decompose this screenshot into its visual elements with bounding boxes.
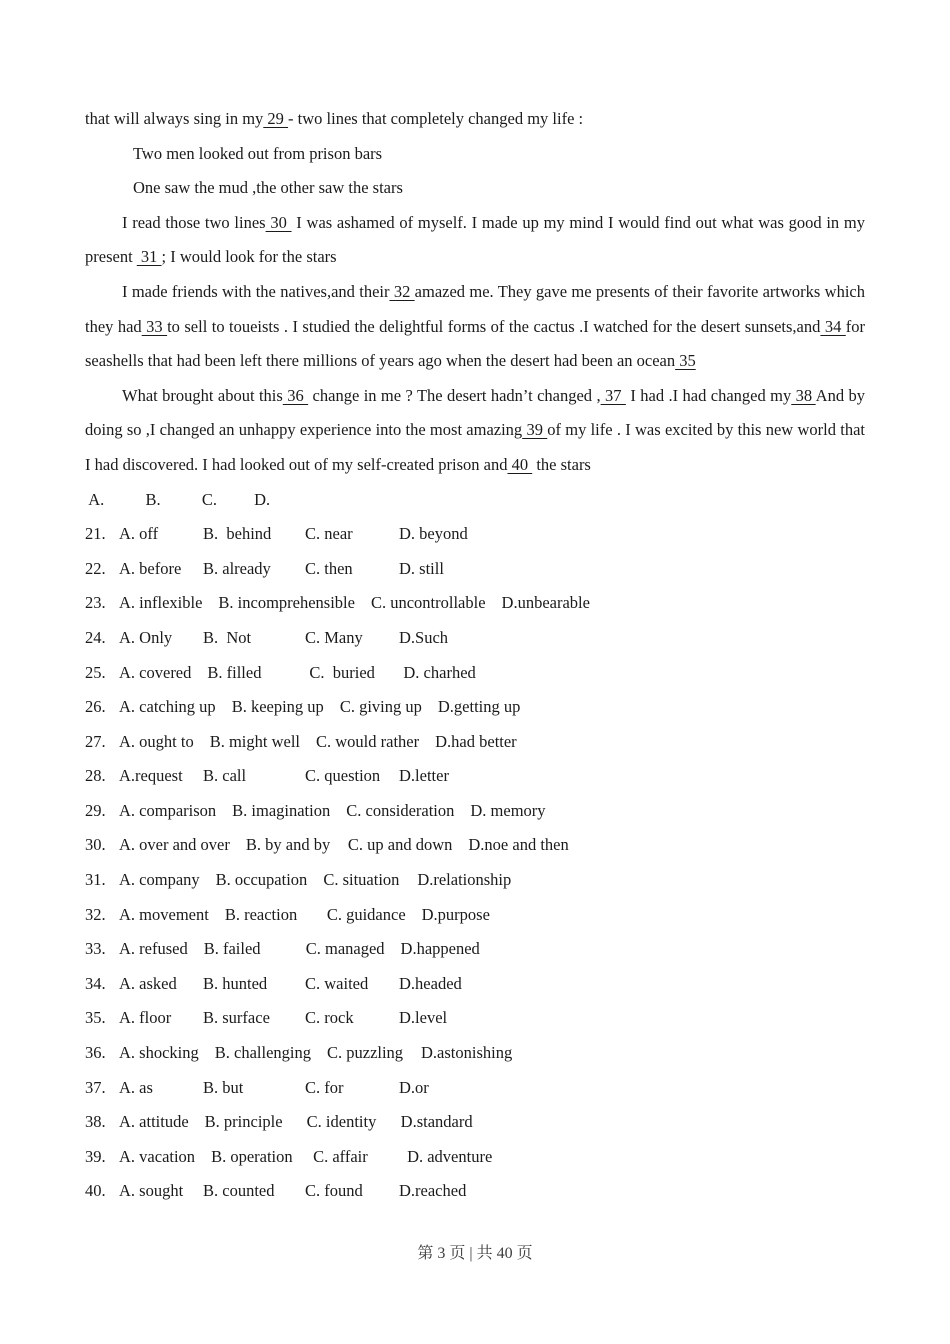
question-row-28 bbox=[85, 759, 865, 794]
option-d: D.purpose bbox=[421, 904, 490, 924]
option-b: B. by and by bbox=[245, 835, 331, 855]
option-a: A. vacation bbox=[119, 1146, 196, 1166]
option-c: C. found bbox=[305, 1181, 363, 1201]
question-number: 33. bbox=[85, 939, 106, 959]
option-b: B. but bbox=[203, 1077, 244, 1097]
passage-paragraph bbox=[85, 171, 865, 206]
question-row-34 bbox=[85, 967, 865, 1002]
page-footer: 第 3 页 | 共 40 页 bbox=[417, 1245, 533, 1262]
question-number: 24. bbox=[85, 627, 106, 647]
option-c: C. waited bbox=[305, 973, 369, 993]
question-number: 25. bbox=[85, 662, 106, 682]
question-row-39 bbox=[85, 1140, 865, 1175]
option-b: B. hunted bbox=[203, 973, 268, 993]
option-c: C. managed bbox=[305, 939, 385, 959]
passage-paragraph bbox=[85, 137, 865, 172]
option-d: D.getting up bbox=[437, 697, 521, 717]
option-a: A.request bbox=[119, 766, 183, 786]
cloze-blank-29: 29 bbox=[263, 109, 289, 128]
option-b: B. call bbox=[203, 766, 247, 786]
option-d: D.happened bbox=[400, 939, 480, 959]
question-row-23 bbox=[85, 586, 865, 621]
option-b: B. reaction bbox=[224, 904, 298, 924]
options-header: A. B. C. D. bbox=[85, 489, 271, 509]
option-c: C. near bbox=[305, 524, 353, 544]
option-c: C. would rather bbox=[316, 731, 420, 751]
question-number: 28. bbox=[85, 766, 106, 786]
option-d: D.astonishing bbox=[420, 1043, 513, 1063]
option-b: B. filled bbox=[207, 662, 262, 682]
option-a: A. refused bbox=[119, 939, 188, 959]
option-c: C. puzzling bbox=[326, 1043, 404, 1063]
passage-text: that will always sing in my bbox=[85, 109, 264, 128]
question-number: 31. bbox=[85, 870, 106, 890]
option-a: A. covered bbox=[119, 662, 192, 682]
option-c: C. buried bbox=[309, 662, 375, 682]
cloze-blank-40: 40 bbox=[507, 454, 533, 474]
passage-text: - two lines that completely changed my life : bbox=[288, 109, 584, 128]
option-a: A. comparison bbox=[119, 800, 217, 820]
option-b: B. counted bbox=[203, 1181, 275, 1201]
cloze-blank-36: 36 bbox=[282, 385, 309, 405]
option-d: D. still bbox=[399, 558, 444, 578]
question-row-31 bbox=[85, 863, 865, 898]
option-a: A. inflexible bbox=[119, 593, 203, 613]
question-number: 27. bbox=[85, 731, 106, 751]
question-number: 22. bbox=[85, 558, 106, 578]
questions-list bbox=[85, 517, 865, 1209]
option-a: A. ought to bbox=[119, 731, 194, 751]
option-c: C. Many bbox=[305, 627, 363, 647]
option-d: D.or bbox=[399, 1077, 429, 1097]
passage bbox=[85, 102, 865, 483]
option-b: B. surface bbox=[203, 1008, 270, 1028]
passage-text: the stars bbox=[532, 454, 591, 474]
option-b: B. operation bbox=[211, 1146, 293, 1166]
question-row-32 bbox=[85, 898, 865, 933]
option-a: A. catching up bbox=[119, 697, 216, 717]
question-row-29 bbox=[85, 794, 865, 829]
passage-text: to sell to toueists . I studied the delightful forms of the cactus .I watched for the desert sunsets,and bbox=[167, 316, 821, 336]
cloze-blank-35: 35 bbox=[675, 351, 696, 371]
option-d: D. memory bbox=[470, 800, 546, 820]
question-number: 21. bbox=[85, 524, 106, 544]
option-c: C. situation bbox=[323, 870, 400, 890]
option-b: B. imagination bbox=[232, 800, 331, 820]
option-b: B. might well bbox=[209, 731, 301, 751]
question-row-38 bbox=[85, 1105, 865, 1140]
option-b: B. incomprehensible bbox=[218, 593, 355, 613]
option-a: A. sought bbox=[119, 1181, 184, 1201]
option-d: D. charhed bbox=[403, 662, 476, 682]
question-row-30 bbox=[85, 828, 865, 863]
question-row-33 bbox=[85, 932, 865, 967]
option-a: A. off bbox=[119, 524, 159, 544]
question-number: 29. bbox=[85, 800, 106, 820]
question-row-25 bbox=[85, 656, 865, 691]
option-a: A. shocking bbox=[119, 1043, 199, 1063]
option-a: A. attitude bbox=[119, 1112, 189, 1132]
passage-paragraph bbox=[85, 275, 865, 379]
passage-text: I had .I had changed my bbox=[625, 385, 792, 405]
option-c: C. for bbox=[305, 1077, 344, 1097]
option-d: D.had better bbox=[435, 731, 517, 751]
option-b: B. principle bbox=[204, 1112, 283, 1132]
option-d: D.noe and then bbox=[468, 835, 569, 855]
option-d: D.headed bbox=[399, 973, 462, 993]
passage-text: Two men looked out from prison bars bbox=[133, 143, 383, 163]
cloze-blank-38: 38 bbox=[791, 385, 816, 405]
option-a: A. asked bbox=[119, 973, 177, 993]
cloze-blank-31: 31 bbox=[136, 247, 162, 267]
passage-paragraph bbox=[85, 102, 865, 137]
option-c: C. then bbox=[305, 558, 353, 578]
question-number: 36. bbox=[85, 1043, 106, 1063]
option-a: A. movement bbox=[119, 904, 209, 924]
cloze-blank-33: 33 bbox=[141, 316, 168, 336]
option-d: D.level bbox=[399, 1008, 448, 1028]
cloze-blank-30: 30 bbox=[265, 212, 292, 232]
question-number: 30. bbox=[85, 835, 106, 855]
cloze-blank-39: 39 bbox=[522, 420, 548, 440]
question-number: 32. bbox=[85, 904, 106, 924]
option-c: C. up and down bbox=[347, 835, 453, 855]
option-c: C. rock bbox=[305, 1008, 354, 1028]
option-b: B. behind bbox=[203, 524, 272, 544]
question-row-22 bbox=[85, 552, 865, 587]
question-row-35 bbox=[85, 1001, 865, 1036]
passage-text: I was ashamed of myself. I made up my mind I would find out what was good in my present bbox=[85, 212, 865, 267]
cloze-blank-34: 34 bbox=[820, 316, 846, 336]
passage-text: And by doing so ,I changed an unhappy experience into the most amazing bbox=[85, 385, 866, 440]
passage-text: One saw the mud ,the other saw the stars bbox=[133, 178, 403, 198]
passage-text: What brought about this bbox=[122, 385, 283, 405]
option-c: C. affair bbox=[313, 1146, 368, 1166]
question-number: 34. bbox=[85, 973, 106, 993]
passage-text: ; I would look for the stars bbox=[161, 247, 337, 267]
question-number: 23. bbox=[85, 593, 106, 613]
option-b: B. occupation bbox=[215, 870, 308, 890]
passage-paragraph bbox=[85, 206, 865, 275]
question-row-21 bbox=[85, 517, 865, 552]
question-number: 40. bbox=[85, 1181, 106, 1201]
option-d: D.Such bbox=[399, 627, 449, 647]
option-a: A. over and over bbox=[119, 835, 230, 855]
option-a: A. before bbox=[119, 558, 182, 578]
option-c: C. uncontrollable bbox=[370, 593, 486, 613]
option-b: B. failed bbox=[203, 939, 261, 959]
option-d: D. adventure bbox=[407, 1146, 493, 1166]
question-number: 38. bbox=[85, 1112, 106, 1132]
option-a: A. company bbox=[119, 870, 200, 890]
passage-paragraph bbox=[85, 379, 865, 483]
question-number: 37. bbox=[85, 1077, 106, 1097]
option-d: D.standard bbox=[400, 1112, 473, 1132]
passage-text: for seashells that had been left there millions of years ago when the desert had been an ocean bbox=[85, 316, 866, 371]
option-b: B. keeping up bbox=[231, 697, 324, 717]
option-d: D.unbearable bbox=[501, 593, 590, 613]
option-c: C. giving up bbox=[339, 697, 422, 717]
question-row-37 bbox=[85, 1071, 865, 1106]
option-d: D. beyond bbox=[399, 524, 468, 544]
option-a: A. as bbox=[119, 1077, 153, 1097]
cloze-blank-32: 32 bbox=[389, 281, 415, 301]
page-content bbox=[85, 102, 865, 1209]
question-number: 35. bbox=[85, 1008, 106, 1028]
question-row-36 bbox=[85, 1036, 865, 1071]
option-b: B. challenging bbox=[214, 1043, 311, 1063]
option-b: B. already bbox=[203, 558, 271, 578]
option-a: A. Only bbox=[119, 627, 173, 647]
passage-text: I made friends with the natives,and their bbox=[122, 281, 390, 301]
passage-text: of my life . I was excited by this new world that I had discovered. I had looked out of my self-created prison and bbox=[85, 420, 865, 474]
option-b: B. Not bbox=[203, 627, 252, 647]
option-d: D.relationship bbox=[417, 870, 512, 890]
option-c: C. identity bbox=[306, 1112, 377, 1132]
passage-text: change in me ? The desert hadn’t changed , bbox=[308, 385, 601, 405]
option-a: A. floor bbox=[119, 1008, 172, 1028]
question-number: 39. bbox=[85, 1146, 106, 1166]
option-d: D.reached bbox=[399, 1181, 467, 1201]
cloze-blank-37: 37 bbox=[600, 385, 626, 405]
passage-text: I read those two lines bbox=[122, 212, 266, 232]
question-row-26 bbox=[85, 690, 865, 725]
option-c: C. consideration bbox=[346, 800, 455, 820]
question-row-40 bbox=[85, 1174, 865, 1209]
option-c: C. guidance bbox=[326, 904, 406, 924]
question-number: 26. bbox=[85, 697, 106, 717]
option-c: C. question bbox=[305, 766, 381, 786]
passage-text: amazed me. They gave me presents of their favorite artworks which they had bbox=[85, 281, 865, 336]
question-row-27 bbox=[85, 725, 865, 760]
option-d: D.letter bbox=[399, 766, 449, 786]
question-row-24 bbox=[85, 621, 865, 656]
